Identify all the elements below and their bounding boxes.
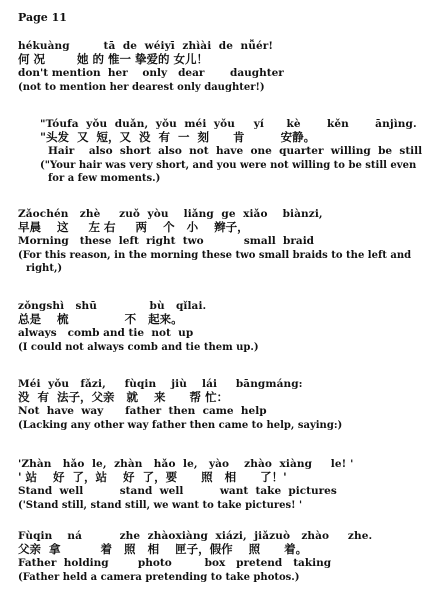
page-number: Page 11: [18, 11, 67, 24]
pinyin-line: Fùqin ná zhe zhàoxiàng xiázi, jiǎzuò zhào zhe.: [18, 530, 373, 542]
pinyin-line: "Tóufa yǒu duǎn, yǒu méi yǒu yí kè kěn ānjìng.: [40, 118, 417, 130]
gloss-line: Not have way father then came help: [18, 405, 267, 417]
chinese-line: 没 有 法子，父亲 就 来 帮 忙：: [18, 390, 229, 404]
chinese-line: 何 况 她 的 惟一 挚爱的 女儿！: [18, 52, 209, 66]
chinese-line: 父亲 拿 着 照 相 匣子，假作 照 着。: [18, 542, 308, 556]
gloss-line: always comb and tie not up: [18, 327, 194, 339]
gloss-line: Morning these left right two small braid: [18, 235, 315, 247]
pinyin-line: Zǎochén zhè zuǒ yòu liǎng ge xiǎo biànzi,: [18, 208, 323, 220]
pinyin-line: 'Zhàn hǎo le, zhàn hǎo le, yào zhào xiàng le! ': [18, 458, 354, 470]
chinese-line: "头发 又 短，又 没 有 一 刻 肯 安静。: [40, 130, 316, 144]
gloss-line: Hair also short also not have one quarter willing be still: [48, 145, 423, 157]
pinyin-line: hékuàng tā de wéiyī zhìài de nǚér!: [18, 40, 274, 52]
translation-line: (Lacking any other way father then came to help, saying:): [18, 420, 343, 431]
translation-line-cont: right,): [26, 263, 63, 274]
pinyin-line: zǒngshì shū bù qǐlai.: [18, 300, 207, 312]
gloss-line: Stand well stand well want take pictures: [18, 485, 337, 497]
translation-line: ('Stand still, stand still, we want to take pictures! ': [18, 500, 303, 511]
gloss-line: Father holding photo box pretend taking: [18, 557, 332, 569]
translation-line-cont: for a few moments.): [48, 173, 161, 184]
translation-line: (Father held a camera pretending to take photos.): [18, 572, 300, 583]
translation-line: ("Your hair was very short, and you were not willing to be still even: [40, 160, 417, 171]
pinyin-line: Méi yǒu fǎzi, fùqin jiù lái bāngmáng:: [18, 378, 303, 390]
gloss-line: don't mention her only dear daughter: [18, 67, 284, 79]
chinese-line: 早晨 这 左 右 两 个 小 辫子，: [18, 220, 249, 234]
chinese-line: ' 站 好 了，站 好 了，要 照 相 了！': [18, 470, 287, 484]
translation-line: (I could not always comb and tie them up.): [18, 342, 259, 353]
translation-line: (not to mention her dearest only daughter!): [18, 82, 265, 93]
translation-line: (For this reason, in the morning these two small braids to the left and: [18, 250, 412, 261]
chinese-line: 总是 梳 不 起来。: [18, 312, 183, 326]
